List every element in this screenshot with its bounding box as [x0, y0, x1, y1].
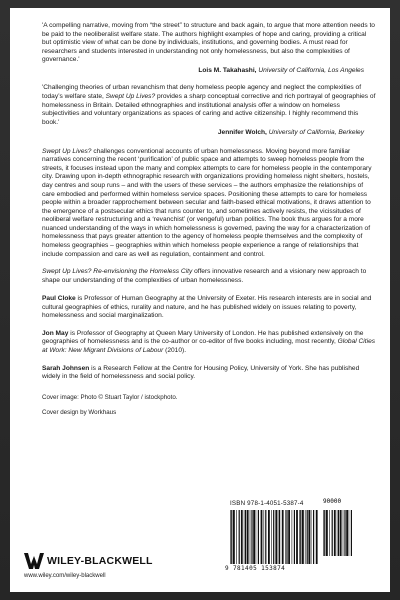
barcode-bar	[326, 510, 328, 556]
barcode-bar	[288, 510, 290, 564]
barcode-digits: 9 781405 153874	[225, 565, 286, 572]
barcode-bar	[316, 510, 318, 564]
barcode-bar	[239, 510, 240, 564]
barcode-bar	[233, 510, 235, 564]
publisher-url: www.wiley.com/wiley-blackwell	[24, 573, 106, 579]
barcode-bar	[253, 510, 255, 564]
barcode-bar	[334, 510, 336, 556]
quote-institution: University of California, Los Angeles	[258, 66, 364, 74]
author-bio-sarah-johnsen: Sarah Johnsen is a Research Fellow at the Centre for Housing Policy, University of York. She has published widely in the field of homelessness and social policy.	[42, 364, 360, 381]
barcode-bar	[286, 510, 287, 564]
endorsement-quote-1	[42, 22, 376, 75]
barcode-bar	[329, 510, 330, 556]
barcode-bar	[337, 510, 338, 556]
barcode-bar	[251, 510, 252, 564]
barcode-bar	[278, 510, 279, 564]
quote-author: Jennifer Wolch	[217, 129, 266, 137]
barcode-bar	[258, 510, 259, 564]
barcode-bar	[307, 510, 308, 564]
barcode-bar	[299, 510, 300, 564]
quote-attribution: Lois M. Takahashi, University of California, Los Angeles	[198, 66, 364, 74]
quote-author: Lois M. Takahashi	[198, 66, 255, 74]
barcode-bar	[296, 510, 298, 564]
barcode-bar	[343, 510, 344, 556]
barcode-bar	[340, 510, 342, 556]
barcode-bar	[332, 510, 333, 556]
barcode-bar	[346, 510, 348, 556]
publisher-name: WILEY-BLACKWELL	[47, 555, 153, 567]
quote-institution: University of California, Berkeley	[268, 129, 364, 137]
barcode-bar	[349, 510, 350, 556]
barcode-bar	[236, 510, 237, 564]
barcode-bar	[275, 510, 277, 564]
barcode-bar	[264, 510, 265, 564]
author-bio-paul-cloke: Paul Cloke is Professor of Human Geography at the University of Exeter. His research interests are in social and cultural geographies of ethics, rurality and nature, and he has published widely on issues relating to poverty, homelessness and social marginalization.	[42, 295, 372, 320]
barcode-bar	[294, 510, 295, 564]
barcode-bar	[300, 510, 301, 564]
cover-design-credit: Cover design by Workhaus	[42, 408, 117, 416]
barcode-bar	[230, 510, 231, 564]
barcode-bar	[351, 510, 352, 556]
barcode-bar	[323, 510, 324, 556]
barcode-bar	[268, 510, 270, 564]
endorsement-quote-2	[42, 84, 376, 137]
book-description: Swept Up Lives? challenges conventional accounts of urban homelessness. Moving beyond more familiar narratives concerning the recent ‘purification’ of public space and attempts to sweep homeless people from the streets, it focuses instead upon the many and complex attempts to care for homeless people in the contemporary city. Drawing upon in-depth ethnographic research with organizations providing homeless night shelters, hostels, day centres and soup runs – and with the users of these services – the authors emphasize the relationships of care embodied and performed within homeless service spaces. Positioning these attempts to care for homeless people within a broader rapprochement between secular and faith-based ethical motivations, it draws attention to the emergence of a postsecular ethics that runs counter to, and sometimes actively resists, the vicissitudes of neoliberal welfare restructuring and a ‘revanchist’ (or vengeful) urban politics. The book thus argues for a more nuanced understanding of the ways in which homelessness is governed, paving the way for a characterization of homelessness that pays greater attention to the agency of homeless people themselves and the complexity of homeless geographies – geographies within which homeless people experience a range of relationships that include compassion and care as well as regulation, containment and control.	[42, 147, 372, 258]
ean-barcode-bars	[230, 510, 318, 564]
barcode-bar	[256, 510, 257, 564]
barcode-bar	[313, 510, 314, 564]
publisher-logo	[24, 553, 153, 569]
barcode-bar	[231, 510, 232, 564]
quote-text: 'A compelling narrative, moving from “the street” to structure and back again, to argue that more attention needs to be paid to the neoliberalist welfare state. The authors highlight examples of hope and caring, providing a critical but optimistic view of what can be done by individuals, institutions, and governing bodies. A must read for researchers and students interested in understanding not only homelessness, but also the complexities of governance.'	[42, 22, 375, 64]
barcode-bar	[305, 510, 306, 564]
isbn-barcode	[223, 498, 359, 578]
barcode-bar	[241, 510, 243, 564]
quote-text: 'Challenging theories of urban revanchism that deny homeless people agency and neglect the complexities of today’s welfare state, Swept Up Lives? provides a sharp conceptual corrective and rich portrayal of geographies of homelessness in Britain. Detailed ethnographies and institutional analysis offer a window on homeless subjectivities and voluntary organizations as spaces of caring and active citizenship. I highly recommend this book.'	[42, 84, 376, 126]
barcode-bar	[338, 510, 339, 556]
price-barcode-bars	[323, 510, 353, 556]
barcode-bar	[292, 510, 293, 564]
barcode-bar	[273, 510, 274, 564]
barcode-bar	[271, 510, 272, 564]
barcode-bar	[265, 510, 266, 564]
barcode-bar	[247, 510, 249, 564]
barcode-bar	[245, 510, 246, 564]
barcode-bar	[302, 510, 304, 564]
series-note: Swept Up Lives? Re-envisioning the Homeless City offers innovative research and a visionary new approach to shape our understanding of the complexities of urban homelessness.	[42, 268, 367, 284]
barcode-bar	[308, 510, 310, 564]
price-code: 90000	[323, 498, 342, 505]
barcode-bar	[285, 510, 286, 564]
barcode-bar	[324, 510, 325, 556]
barcode-bar	[279, 510, 280, 564]
wiley-logo-icon	[24, 553, 44, 569]
barcode-bar	[250, 510, 251, 564]
isbn-text: ISBN 978-1-4051-5387-4	[230, 500, 304, 507]
author-bio-jon-may: Jon May is Professor of Geography at Queen Mary University of London. He has published extensively on the geographies of homelessness and is the co-author or co-editor of five books including, most recently, Global Cities at Work: New Migrant Divisions of Labour (2010).	[42, 329, 376, 354]
barcode-bar	[244, 510, 245, 564]
barcode-bar	[344, 510, 345, 556]
quote-attribution: Jennifer Wolch, University of California, Berkeley	[217, 129, 364, 137]
barcode-bar	[282, 510, 284, 564]
cover-image-credit: Cover image: Photo © Stuart Taylor / istockphoto.	[42, 393, 178, 401]
barcode-bar	[261, 510, 263, 564]
barcode-bar	[311, 510, 312, 564]
